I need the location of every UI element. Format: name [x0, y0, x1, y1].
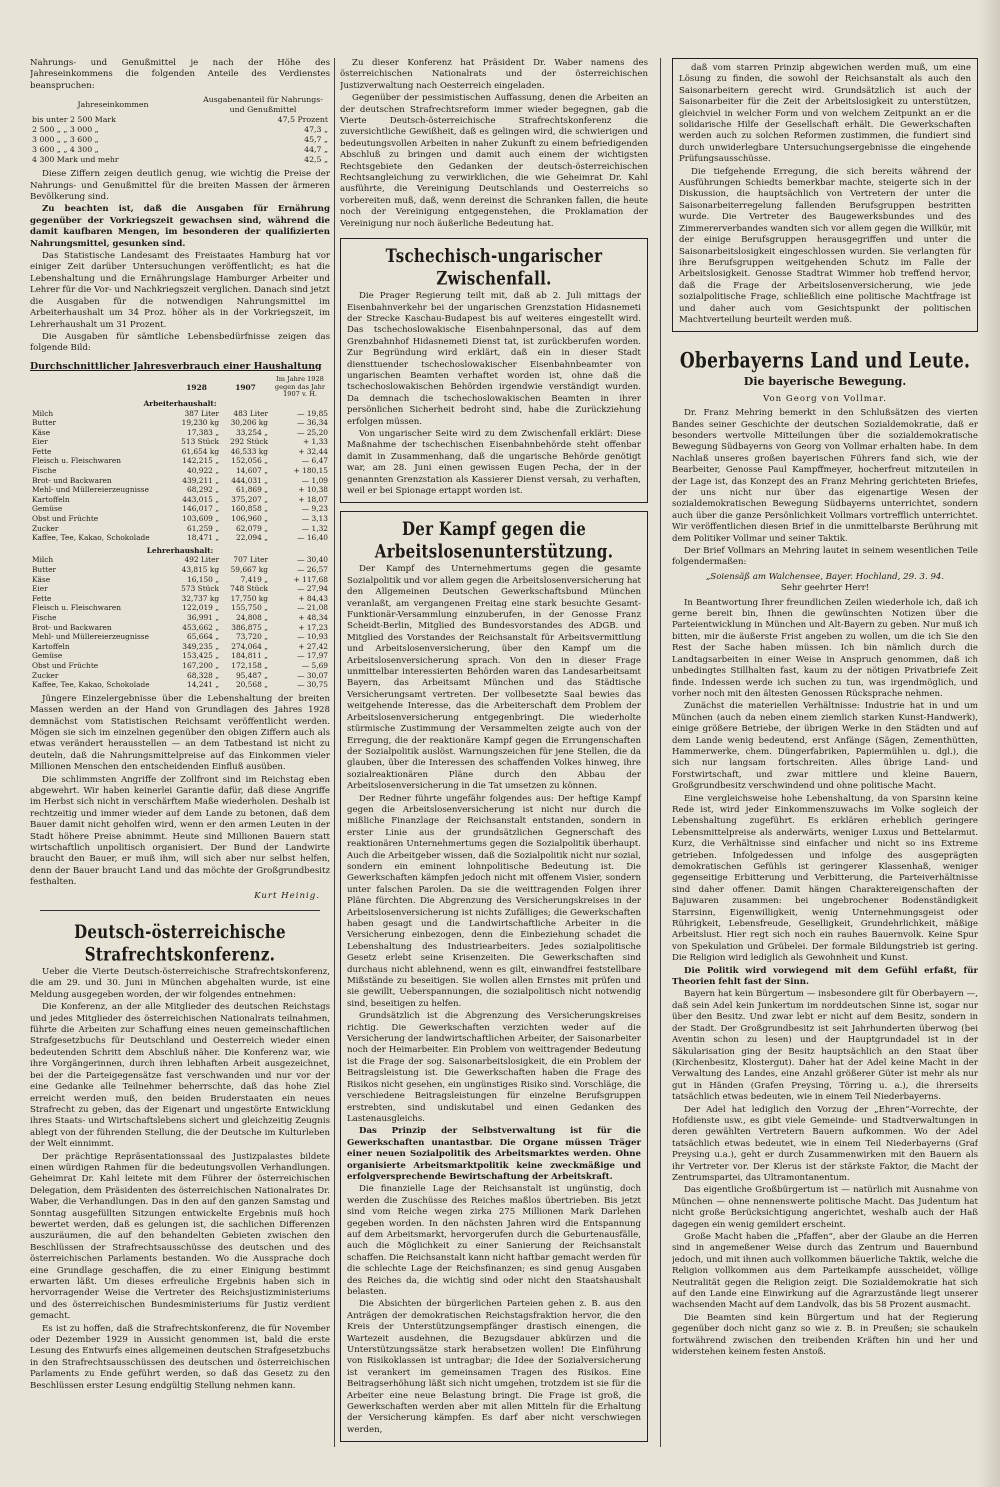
- paragraph: daß vom starren Prinzip abgewichen werden muß, um eine Lösung zu finden, die sowohl der Reichsanstalt als auch den Saisonarbeitern gerecht wird. Grundsätzlich ist auch der Saisonarbeiter für die Zeit der Arbeitslosigkeit zu unterstützen, gleichviel in welcher Form und von welchem Zeitpunkt an er die solidarische Hilfe der Gesellschaft erhält. Die Gewerkschaften werden auch zu solchen Reformen zustimmen, die fundiert sind durch unwiderlegbare Untersuchungsergebnisse die eingehende Prüfungsausschüsse.: [679, 63, 971, 165]
- table-cell: Eier: [32, 584, 48, 594]
- year-header: 1928: [186, 382, 207, 392]
- table-cell: 42,5 „: [304, 155, 328, 165]
- table-cell: Käse: [32, 427, 51, 437]
- table-cell: 152,056 „: [231, 456, 268, 466]
- column-1: [30, 58, 330, 1447]
- table-cell: Gemüse: [32, 651, 63, 661]
- table-cell: 44,7 „: [304, 145, 328, 155]
- table-row: [30, 145, 330, 155]
- paragraph: Bayern hat kein Bürgertum — insbesondere gilt für Oberbayern —, daß sein Adel kein Junkertum im norddeutschen Sinne ist, sogar nur über den Besitz. Und zwar lebt er nicht auf dem Besitz, sondern in der Stadt. Der Großgrundbesitz ist seit Jahrhunderten überwog (bei Aventin schon zu lesen) und der Hauptgrundadel ist in der Säkularisation ging der Besitz hauptsächlich an den Staat über (Kirchenbesitz, Klostergut). Daher hat der Adel keine Macht in der Verwaltung des Landes, eine Anzahl größerer Güter ist mehr als nur gut in Händen (Grafen Preysing, Törring u. a.), die ihrerseits tatsächlich etwas bedeuten, wie in einem Teil Niederbayerns.: [672, 989, 978, 1103]
- table-cell: 153,425 „: [182, 651, 220, 661]
- author: Kurt Heinig.: [254, 890, 320, 901]
- table-cell: Zucker: [32, 523, 59, 533]
- table-cell: 3 600 „ „ 4 300 „: [32, 145, 99, 155]
- article-box: [340, 238, 648, 503]
- paragraph: Die finanzielle Lage der Reichsanstalt ist ungünstig, doch werden die Zuschüsse des Reiches maßlos übertrieben. Bis jetzt sind vom Reiche wegen zirka 275 Millionen Mark Darlehen gegeben worden. In den nächsten Jahren wird die Entspannung auf dem Arbeitsmarkt, hervorgerufen durch die Geburtenausfälle, auch die Möglichkeit zu einer Sanierung der Reichsanstalt schaffen. Die Reichsanstalt kann nicht haftbar gemacht werden für die schlechte Lage der Reichsfinanzen; es sind genug Ausgaben des Reiches da, die wichtig sind oder nicht den Staatshaushalt belasten.: [347, 1184, 641, 1297]
- paragraph: Das eigentliche Großbürgertum ist — natürlich mit Ausnahme von München — ohne nennenswerte politische Macht. Das Judentum hat nicht große Berücksichtigung angerichtet, weshalb auch der Haß dagegen ein wenig gemildert erscheint.: [672, 1185, 978, 1230]
- table-cell: 24,808 „: [235, 612, 268, 622]
- table-row: [30, 135, 330, 145]
- table-cell: — 19,85: [297, 408, 328, 418]
- paragraph: Nahrungs- und Genußmittel je nach der Höhe des Jahreseinkommens die folgenden Anteile des Verdienstes beanspruchen:: [30, 58, 330, 91]
- table-row: [30, 125, 330, 135]
- dateline: „Soiensäß am Walchensee, Bayer. Hochland, 29. 3. 94.: [705, 571, 945, 582]
- table-cell: Käse: [32, 574, 51, 584]
- column-3: [672, 58, 978, 1447]
- table-cell: 492 Liter: [184, 555, 220, 565]
- paragraph: Die Ausgaben für sämtliche Lebensbedürfnisse zeigen das folgende Bild:: [30, 331, 330, 354]
- table-cell: 17,383 „: [187, 427, 220, 437]
- table-cell: Obst und Früchte: [32, 660, 99, 670]
- table-row: [30, 575, 330, 585]
- table-cell: Brot- und Backwaren: [32, 622, 112, 632]
- table-cell: — 1,09: [301, 475, 328, 485]
- table-cell: 16,150 „: [187, 574, 220, 584]
- article-box: [672, 58, 978, 332]
- table-row: [30, 603, 330, 613]
- table-row: [30, 418, 330, 428]
- table-cell: 68,328 „: [187, 670, 220, 680]
- subheadline: Die bayerische Bewegung.: [743, 375, 907, 389]
- table-cell: 146,017 „: [182, 504, 220, 514]
- table-cell: — 5,69: [301, 660, 328, 670]
- table-cell: Fette: [32, 446, 52, 456]
- table-cell: 68,292 „: [187, 485, 220, 495]
- table-cell: Milch: [32, 408, 54, 418]
- table-cell: + 84,43: [298, 593, 328, 603]
- salutation: Sehr geehrter Herr!: [780, 583, 870, 594]
- paragraph: Grundsätzlich ist die Abgrenzung des Versicherungskreises richtig. Die Gewerkschaften verzichten weder auf die Versicherung der landwirtschaftlichen Arbeiter, der Saisonarbeiter noch der Heimarbeiter. Ein Problem von weittragender Bedeutung ist die Frage der sog. Saisonarbeitslosigkeit, die ein Problem der Beitragsleistung ist. Die Gewerkschaften haben die Frage des Risikos nicht gesehen, ein ungünstiges Risiko sind. Vorschläge, die verschiedene Beitragsleistungen für einzelne Berufsgruppen erstrebten, sind undiskutabel und einen Gedanken des Lastenausgleichs.: [347, 1011, 641, 1124]
- table-cell: + 32,44: [298, 446, 328, 456]
- table-row: [30, 661, 330, 671]
- table-cell: 40,922 „: [187, 466, 220, 476]
- paragraph: Jüngere Einzelergebnisse über die Lebenshaltung der breiten Massen werden an der Hand von Grundlagen des Jahres 1928 demnächst vom Statistischen Reichsamt veröffentlicht werden. Mögen sie sich im einzelnen gegenüber den obigen Ziffern auch als etwas verändert herausstellen — an dem Tatbestand ist nicht zu deuteln, daß die Nahrungsmittelpreise auf das Einkommen vieler Millionen Menschen den entscheidenden Einfluß ausüben.: [30, 693, 330, 773]
- table-cell: Mehl- und Müllereierzeugnisse: [32, 632, 149, 642]
- table-cell: 387 Liter: [184, 408, 220, 418]
- table-cell: 142,215 „: [182, 456, 220, 466]
- table-cell: 33,254 „: [235, 427, 268, 437]
- table-cell: + 10,38: [298, 485, 328, 495]
- change-header: Im Jahre 1928 gegen das Jahr 1907 v. H.: [274, 375, 326, 399]
- table-cell: 155,750 „: [231, 603, 268, 613]
- table-header: Jahreseinkommen: [77, 100, 149, 110]
- table-cell: 32,737 kg: [181, 593, 220, 603]
- table-cell: 444,031 „: [231, 475, 268, 485]
- paragraph: Gegenüber der pessimistischen Auffassung, denen die Arbeiten an der deutschen Strafrechtsreform immer wieder begegnen, gab die Vierte Deutsch-österreichische Strafrechtskonferenz die zuversichtliche Gewißheit, daß es gelingen wird, die schwierigen und bedeutungsvollen Arbeiten in naher Zukunft zu einem befriedigenden Abschluß zu bringen und damit auch einem der wichtigsten Rechtsgebiete den Gedanken der deutsch-österreichischen Rechtsangleichung zu verwirklichen, die wie Geheimrat Dr. Kahl ausführte, die Vereinigung Deutschlands und Oesterreichs so vorbereiten muß, daß, wenn dereinst die Schranken fallen, die heute noch der Vereinigung entgegenstehen, die Proklamation der Vereinigung nur noch äußerliche Bedeutung hat.: [340, 93, 648, 229]
- table-cell: — 9,23: [301, 504, 328, 514]
- paragraph: Ueber die Vierte Deutsch-österreichische Strafrechtskonferenz, die am 29. und 30. Juni in München abgehalten wurde, ist eine Meldung ausgegeben worden, der wir folgendes entnehmen:: [30, 967, 330, 1000]
- paragraph: Zunächst die materiellen Verhältnisse: Industrie hat in und um München (auch da neben einem ziemlich starken Kunst-Handwerk), einige größere Betriebe, der übrigen Werke in den Städten und auf dem Lande wenig bedeutend, erst Anfänge (Sägen, Zementhütten, Hammerwerke, chem. Düngerfabriken, Papiermühlen u. dgl.), die sich nur langsam fortschreiten. Alles übrige Land- und Forstwirtschaft, und zwar mittlere und kleine Bauern, Großgrundbesitz verschwindend und ohne politische Macht.: [672, 701, 978, 792]
- table-cell: — 6,47: [301, 456, 328, 466]
- table-subtitle: Lehrerhaushalt:: [146, 545, 214, 555]
- table-cell: bis unter 2 500 Mark: [32, 115, 116, 125]
- byline: Von Georg von Vollmar.: [763, 393, 887, 404]
- table-cell: + 27,42: [298, 641, 328, 651]
- table-row: [30, 485, 330, 495]
- table-cell: 748 Stück: [230, 584, 268, 594]
- table-cell: 73,720 „: [235, 632, 268, 642]
- paragraph: Die schlimmsten Angriffe der Zollfront sind im Reichstag eben abgewehrt. Wir haben keinerlei Garantie dafür, daß diese Angriffe im Herbst sich nicht in verschärftem Maße wiederholen. Deshalb ist rechtzeitig und immer wieder auf dem Lande zu betonen, daß dem Bauer damit nicht geholfen wird, wenn er den armen Leuten in der Stadt höhere Preise abnimmt. Heute sind Millionen Bauern statt wirtschaftlich unpolitisch organisiert. Der Bund der Landwirte braucht den Bauer, er muß ihm, will sich aber nur selbst helfen, denn der Bauer braucht Land und das möchte der Großgrundbesitz festhalten.: [30, 774, 330, 888]
- table-cell: Fleisch u. Fleischwaren: [32, 603, 122, 613]
- income-share-table: [30, 95, 330, 165]
- table-cell: Kartoffeln: [32, 494, 70, 504]
- table-cell: 513 Stück: [181, 437, 220, 447]
- table-cell: 160,858 „: [231, 504, 268, 514]
- table-row: [30, 476, 330, 486]
- table-cell: 61,869 „: [235, 485, 268, 495]
- column-rule-2: [660, 58, 661, 1447]
- paragraph: In Beantwortung Ihrer freundlichen Zeilen wiederhole ich, daß ich gerne bereit bin, Ihnen die gewünschten Notizen über die Parteientwicklung in München und Alt-Bayern zu geben. Nur muß ich bitten, mir die äußerste Frist angeben zu wollen, um die ich Sie den Rest der Sache haben müssen. Ich bin nämlich durch die Landtagsarbeiten in einer Weise in Anspruch genommen, daß ich unbedingtes Stillhalten fast, kaum zu der nötigen Privatbriefe Zeit finde. Indessen werde ich suchen zu tun, was irgendmöglich, und vorher noch mit den ältesten Genossen Rücksprache nehmen.: [672, 597, 978, 699]
- table-cell: Brot- und Backwaren: [32, 475, 112, 485]
- table-cell: Zucker: [32, 670, 59, 680]
- table-cell: Mehl- und Müllereierzeugnisse: [32, 485, 149, 495]
- headline: Tschechisch-ungarischer Zwischenfall.: [385, 244, 603, 290]
- table-cell: Butter: [32, 565, 57, 574]
- table-row: [30, 115, 330, 125]
- table-cell: — 1,32: [301, 523, 328, 533]
- page-edge: [978, 0, 1000, 1487]
- table-cell: Gemüse: [32, 504, 63, 514]
- table-cell: Kartoffeln: [32, 641, 70, 651]
- table-row: [30, 495, 330, 505]
- paragraph: Der Adel hat lediglich den Vorzug der „Ehren“-Vorrechte, der Hofdienste usw., es gibt viele Gemeinde- und Stadtverwaltungen in deren gewählten Vertretern Bauern aufkommen. Wo der Adel tatsächlich etwas bedeutet, wie in einem Teil Niederbayerns (Graf Preysing u.a.), geht er durch Zusammenwirken mit den Bauern als ihr Vertreter vor. Der Klerus ist der stärkste Faktor, die Macht der Zentrumspartei, das Ultramontanentum.: [672, 1104, 978, 1183]
- table-row: [30, 613, 330, 623]
- table-row: [30, 642, 330, 652]
- paragraph: Diese Ziffern zeigen deutlich genug, wie wichtig die Preise der Nahrungs- und Genußmittel für die breiten Massen der ärmeren Bevölkerung sind.: [30, 169, 330, 203]
- table-cell: 19,230 kg: [181, 418, 220, 428]
- paragraph: Der Redner führte ungefähr folgendes aus: Der heftige Kampf gegen die Arbeitslosenversicherung ist nicht nur durch die mißliche Finanzlage der Reichsanstalt entstanden, sondern in erster Linie aus der grundsätzlichen Gegnerschaft des reaktionären Unternehmertums gegen die Sozialpolitik überhaupt. Auch die Arbeitgeber wissen, daß die Sozialpolitik nicht nur sozial, sondern ein eminent lohnpolitische Bedeutung ist. Die Gewerkschaften kämpfen jedoch nicht mit offenem Visier, sondern unter falschen Parolen. Da sie die weittragenden Folgen ihrer Pläne fürchten. Die Abgrenzung des Versicherungskreises in der Arbeitslosenversicherung ist nichts Zufälliges; die Gewerkschaften haben gesagt und die Landwirtschaftliche Arbeiter in die Versicherung einbezogen, denn die Einbeziehung schadet die Lebenshaltung des Industriearbeiters. Jedes sozialpolitische Gesetz erlebt seine Krisenzeiten. Die Gewerkschaften sind durchaus nicht ablehnend, wenn es gilt, einwandfrei feststellbare Mißstände zu beseitigen. Sie wollen allen Ernstes mit prüfen und sie gewillt, Ueberspannungen, die sozialpolitisch nicht notwendig sind, beseitigen zu helfen.: [347, 793, 641, 1009]
- table-cell: 46,533 kg: [230, 446, 268, 456]
- paragraph: Zu dieser Konferenz hat Präsident Dr. Waber namens des österreichischen Nationalrats und der österreichischen Justizverwaltung nach Oesterreich eingeladen.: [340, 58, 648, 91]
- table-cell: 375,207 „: [231, 494, 268, 504]
- table-cell: — 36,34: [297, 418, 328, 428]
- table-cell: 7,419 „: [240, 574, 268, 584]
- table-cell: 18,471 „: [187, 533, 220, 543]
- paragraph: Die Konferenz, an der alle Mitglieder des deutschen Reichstags und jedes Mitglieder des österreichischen Nationalrats teilnahmen, führte die Arbeiten zur Schaffung eines neuen gemeinschaftlichen Strafgesetzbuchs für Deutschland und Oesterreich wieder einen bedeutenden Schritt dem Abschluß näher. Die Konferenz war, wie ihre Vorgängerinnen, durch ihren lebhaften Arbeit ausgezeichnet, bei der die Parteigegensätze fast verschwanden und nur vor der eine Gedanke alle Teilnehmer beherrschte, daß das hohe Ziel erreicht werden muß, den beiden Bruderstaaten ein neues Strafrecht zu geben, das der Eigenart und ungestörte Entwicklung ihres Staats- und Wirtschaftslebens sichert und gleichzeitig Zeugnis ablegt von der führenden Stellung, die der Deutsche im Kulturleben der Welt einnimmt.: [30, 1002, 330, 1150]
- table-row: [30, 632, 330, 642]
- headline: Der Kampf gegen die Arbeitslosenunterstützung.: [374, 517, 614, 563]
- table-cell: — 25,20: [297, 427, 328, 437]
- article-box: [340, 511, 648, 1442]
- table-cell: 20,568 „: [235, 680, 268, 690]
- table-cell: 122,019 „: [182, 603, 220, 613]
- table-cell: 349,235 „: [182, 641, 220, 651]
- table-cell: Kaffee, Tee, Kakao, Schokolade: [32, 533, 150, 543]
- paragraph: Die Politik wird vorwiegend mit dem Gefühl erfaßt, für Theorien fehlt fast der Sinn.: [672, 965, 978, 988]
- paragraph: Es ist zu hoffen, daß die Strafrechtskonferenz, die für November oder Dezember 1929 in Aussicht genommen ist, bald die erste Lesung des Entwurfs eines allgemeinen deutschen Strafgesetzbuchs in den Strafrechtsausschüssen des deutschen und österreichischen Parlaments zu Ende geführt werden, so daß das Gesetz zu den Beschlüssen erster Lesung endgültig Stellung nehmen kann.: [30, 1323, 330, 1391]
- table-cell: 61,654 kg: [181, 446, 220, 456]
- table-cell: + 1,33: [303, 437, 328, 447]
- table-cell: — 26,57: [297, 565, 328, 574]
- table-row: [30, 524, 330, 534]
- table-cell: — 30,07: [297, 670, 328, 680]
- table-row: [30, 565, 330, 575]
- table-cell: 59,667 kg: [230, 565, 268, 574]
- table-cell: 386,875 „: [231, 622, 268, 632]
- column-rule-1: [334, 58, 335, 1447]
- table-cell: 30,206 kg: [230, 418, 268, 428]
- column-2: [340, 58, 648, 1447]
- table-cell: — 3,13: [301, 514, 328, 524]
- table-cell: 4 300 Mark und mehr: [32, 155, 119, 165]
- table-cell: + 17,23: [298, 622, 328, 632]
- table-row: [30, 155, 330, 165]
- table-cell: — 21,08: [297, 603, 328, 613]
- table-cell: 2 500 „ „ 3 000 „: [32, 125, 99, 135]
- table-row: [30, 447, 330, 457]
- table-cell: 43,815 kg: [181, 565, 220, 574]
- table-cell: 95,487 „: [235, 670, 268, 680]
- paragraph: Die Absichten der bürgerlichen Parteien gehen z. B. aus den Anträgen der demokratischen Reichstagsfraktion hervor, die den Kreis der Unterstützungsempfänger drastisch einengen, die Wartezeit ausdehnen, die Bezugsdauer abkürzen und die Unterstützungssätze stark herabsetzen wollen! Die Einführung von Risikoklassen ist untragbar; die Idee der Sozialversicherung ist verankert im gemeinsamen Tragen des Risikos. Eine Beitragserhöhung läßt sich nicht umgehen, trotzdem ist sie für die Arbeiter eine neue Belastung bringt. Die Frage ist groß, die Gewerkschaften werden aber mit allen Mitteln für die Erhaltung der Versicherung kämpfen. Es darf aber nicht verschwiegen werden,: [347, 1299, 641, 1435]
- table-row: [30, 594, 330, 604]
- table-cell: 14,607 „: [235, 466, 268, 476]
- table-cell: — 27,94: [297, 584, 328, 594]
- table-cell: Fische: [32, 612, 57, 622]
- table-cell: + 48,34: [298, 612, 328, 622]
- table-cell: Fische: [32, 466, 57, 476]
- paragraph: Das Statistische Landesamt des Freistaates Hamburg hat vor einiger Zeit darüber Untersuchungen veröffentlicht; es hat die Lebenshaltung und die Ernährungslage Hamburger Arbeiter und Lehrer für die Vor- und Nachkriegszeit verglichen. Danach sind jetzt die Ausgaben für die notwendigen Nahrungsmittel im Arbeiterhaushalt um 34 Proz. höher als in der Vorkriegszeit, im Lehrerhaushalt um 31 Prozent.: [30, 251, 330, 330]
- table-cell: 47,5 Prozent: [277, 115, 328, 125]
- table-cell: — 10,93: [297, 632, 328, 642]
- table-subtitle: Arbeiterhaushalt:: [143, 398, 217, 408]
- table-cell: — 16,40: [297, 533, 328, 543]
- headline: Oberbayerns Land und Leute.: [679, 348, 971, 374]
- table-cell: 172,158 „: [231, 660, 268, 670]
- year-header: 1907: [235, 382, 256, 392]
- table-cell: Butter: [32, 418, 57, 428]
- paragraph: Zu beachten ist, daß die Ausgaben für Ernährung gegenüber der Vorkriegszeit gewachsen sind, während die damit kaufbaren Mengen, im besonderen der qualifizierten Nahrungsmittel, gesunken sind.: [30, 204, 330, 249]
- table-cell: 61,259 „: [187, 523, 220, 533]
- table-cell: + 18,07: [298, 494, 328, 504]
- table-cell: Milch: [32, 555, 54, 565]
- paragraph: Der Brief Vollmars an Mehring lautet in seinem wesentlichen Teile folgendermaßen:: [672, 546, 978, 568]
- table-cell: Eier: [32, 437, 48, 447]
- table-cell: 573 Stück: [181, 584, 220, 594]
- paragraph: Von ungarischer Seite wird zu dem Zwischenfall erklärt: Diese Maßnahme der tschechischen Eisenbahnbehörde steht offenbar damit in Zusammenhang, daß die ungarische Behörde genötigt war, am 28. Juni einen gewissen Eugen Pecha, der in der genannten Grenzstation als Kassierer Dienst versah, zu verhaften, weil er bei Spionage ertappt worden ist.: [347, 428, 641, 496]
- table-cell: 453,662 „: [182, 622, 220, 632]
- table-cell: 439,211 „: [182, 475, 220, 485]
- table-cell: 707 Liter: [233, 555, 268, 565]
- table-row: [30, 466, 330, 476]
- table-row: [30, 671, 330, 681]
- table-cell: 184,811 „: [231, 651, 268, 661]
- table-cell: 65,664 „: [187, 632, 220, 642]
- table-row: [30, 623, 330, 633]
- table-row: [30, 437, 330, 447]
- paragraph: Eine vergleichsweise hohe Lebenshaltung, da von Sparsinn keine Rede ist, wird jeder Einkommenszuwachs im Volke sogleich der Lebenshaltung zugeführt. Es erklären erheblich geringere Lebensmittelpreise als anderwärts, weniger Luxus und Bettelarmut. Kurz, die Verhältnisse sind einfacher und nicht so ins Extreme getrieben. Infolgedessen und infolge des ausgeprägten demokratischen Gefühls ist geringerer Klassenhaß, weniger gegenseitige Erbitterung und Verbitterung, die Parteiverhältnisse sind daher offener. Damit hängen Charaktereigenschaften der Bajuwaren zusammen: bei ungebrochener Bodenständigkeit Starrsinn, Eigenwilligkeit, wenig Unternehmungsgeist oder Rührigkeit, Lebensfreude, Geselligkeit, Grundehrlichkeit, mäßige Arbeitslust. Hier regt sich noch ein rauhes Bauernvolk. Keine Spur von Spekulation und Grübelei. Der formale Bildungstrieb ist gering. Die Religion wird lediglich als Gewohnheit und Kunst.: [672, 793, 978, 964]
- table-cell: 47,3 „: [304, 125, 328, 135]
- table-cell: 167,200 „: [182, 660, 220, 670]
- table-row: [30, 533, 330, 543]
- table-row: [30, 680, 330, 690]
- paragraph: Die Prager Regierung teilt mit, daß ab 2. Juli mittags der Eisenbahnverkehr bei der ungarischen Grenzstation Hidasnemeti der Strecke Kaschau-Budapest bis auf weiteres eingestellt wird. Das tschechoslowakische Eisenbahnpersonal, das auf dem Grenzbahnhof Hidasnemeti Dienst tat, ist zurückberufen worden. Zur Begründung wird erklärt, daß ein in dieser Stadt diensttuender tschechoslowakischer Eisenbahnbeamter von ungarischen Beamten verhaftet worden ist, ohne daß die tschechoslowakischen Behörden irgendwie verständigt wurden. Da demnach die tschechoslowakischen Beamten in ihrer persönlichen Sicherheit bedroht sind, habe die Zurückziehung erfolgen müssen.: [347, 291, 641, 427]
- table-cell: 443,015 „: [182, 494, 220, 504]
- paragraph: Das Prinzip der Selbstverwaltung ist für die Gewerkschaften unantastbar. Die Organe müssen Träger einer neuen Sozialpolitik des Arbeitsmarktes werden. Ohne organisierte Arbeitsmarktpolitik keine zweckmäßige und erfolgversprechende Bewirtschaftung der Arbeitskraft.: [347, 1126, 641, 1182]
- table-cell: 17,750 kg: [230, 593, 268, 603]
- table-cell: 106,960 „: [231, 514, 268, 524]
- table-title: Durchschnittlicher Jahresverbrauch einer Haushaltung: [30, 360, 322, 372]
- table-cell: Fette: [32, 593, 52, 603]
- table-row: [30, 651, 330, 661]
- table-cell: Obst und Früchte: [32, 514, 99, 524]
- table-cell: 22,094 „: [235, 533, 268, 543]
- table-cell: — 17,97: [297, 651, 328, 661]
- table-cell: — 30,75: [297, 680, 328, 690]
- table-cell: 45,7 „: [304, 135, 328, 145]
- table-cell: 274,064 „: [231, 641, 268, 651]
- table-cell: — 30,40: [297, 555, 328, 565]
- table-cell: 483 Liter: [233, 408, 268, 418]
- table-cell: 36,991 „: [187, 612, 220, 622]
- table-cell: + 117,68: [293, 574, 328, 584]
- table-cell: 3 000 „ „ 3 600 „: [32, 135, 99, 145]
- table-row: [30, 428, 330, 438]
- table-row: [30, 456, 330, 466]
- table-cell: + 180,15: [293, 466, 328, 476]
- table-row: [30, 555, 330, 565]
- table-row: [30, 514, 330, 524]
- paragraph: Dr. Franz Mehring bemerkt in den Schlußsätzen des vierten Bandes seiner Geschichte der deutschen Sozialdemokratie, daß er besonders wertvolle Mitteilungen über die sozialdemokratische Bewegung Südbayerns von Georg von Vollmar erhalten habe. In dem Nachlaß unseres großen bayerischen Führers fand sich, wie der Bearbeiter, Genosse Paul Kampffmeyer, hocherfreut mitzuteilen in der Lage ist, das Konzept des an Franz Mehring gerichteten Briefes, der uns nicht nur über das eigenartige Wesen der sozialdemokratischen Bewegung Südbayerns unterrichtet, sondern auch über die ganze Persönlichkeit Vollmars vortrefflich unterrichtet. Wir veröffentlichen diesen Brief in die unmittelbarste Berührung mit dem Politiker Vollmar und seiner Taktik.: [672, 408, 978, 544]
- table-row: [30, 409, 330, 419]
- table-cell: 103,609 „: [182, 514, 220, 524]
- table-cell: Fleisch u. Fleischwaren: [32, 456, 122, 466]
- paragraph: Große Macht haben die „Pfaffen“, aber der Glaube an die Herren sind in angemeßener Weise durch das Zentrum und Bauernbund jedoch, und mit ihnen auch vollkommen bäuerliche Taktik, welche die Religion vollkommen aus dem Parteikampfe ausscheidet, völlige Neutralität gegen die Religion zeigt. Die Sozialdemokratie hat sich auf den Lande eine Einwirkung auf die Agrarzustände liegt unserer wachsenden Macht auf dem Landvolk, das bis 58 Prozent ausmacht.: [672, 1232, 978, 1311]
- consumption-table: [30, 376, 330, 690]
- table-row: [30, 584, 330, 594]
- paragraph: Die Beamten sind kein Bürgertum und hat der Regierung gegenüber doch nicht ganz so wie z. B. in Preußen; sie schaukeln fortwährend zwischen den treibenden Kräften hin und her und widerstehen keinem festen Anstoß.: [672, 1312, 978, 1358]
- table-cell: 292 Stück: [230, 437, 268, 447]
- paragraph: Der prächtige Repräsentationssaal des Justizpalastes bildete einen würdigen Rahmen für die bedeutungsvollen Verhandlungen. Geheimrat Dr. Kahl leitete mit dem Führer der österreichischen Delegation, dem Präsidenten des österreichischen Nationalrates Dr. Waber, die Verhandlungen. Das in den auf den ganzen Samstag und Sonntag ausgefüllten Sitzungen entwickelte Ergebnis muß hoch bewertet werden, daß es gelungen ist, die sachlichen Differenzen auszuräumen, die auf den behandelten Gebieten zwischen den Beschlüssen der Strafrechtsausschüsse des deutschen und des österreichischen Parlaments bestanden. Wo die Aussprache doch eine Grundlage geschaffen, die zu einer Einigung bestimmt erwarten läßt. Um dieses erfreuliche Ergebnis haben sich in hervorragender Weise die Vertreter des Reichsjustizministeriums und des österreichischen Bundesministeriums für Justiz verdient gemacht.: [30, 1151, 330, 1322]
- table-cell: 62,079 „: [235, 523, 268, 533]
- paragraph: Die tiefgehende Erregung, die sich bereits während der Ausführungen Schiedts bemerkbar machte, steigerte sich in der Diskussion, die hauptsächlich von Vertretern der unter die Saisonarbeiterregelung fallenden Berufsgruppen bestritten wurde. Die Vertreter des Baugewerksbundes und des Zimmererverbandes wandten sich vor allem gegen die Willkür, mit der einige Berufsgruppen herausgegriffen und unter die Saisonarbeitslosigkeit eingeschlossen wurden. Sie verlangten für ihre Berufsgruppen weitgehenden Schutz im Falle der Arbeitslosigkeit. Genosse Stadtrat Wimmer hob treffend hervor, daß die Frage der Arbeitslosenversicherung, wie jede sozialpolitische Frage, schließlich eine politische Machtfrage ist und daher auch vom Gesichtspunkt der politischen Machtverteilung beurteilt werden muß.: [679, 166, 971, 325]
- table-header: Ausgabenanteil für Nahrungs- und Genußmittel: [203, 95, 323, 115]
- table-cell: Kaffee, Tee, Kakao, Schokolade: [32, 680, 150, 690]
- divider: [40, 910, 320, 911]
- paragraph: Der Kampf des Unternehmertums gegen die gesamte Sozialpolitik und vor allem gegen die Arbeitslosenversicherung hat den Allgemeinen Deutschen Gewerkschaftsbund München veranlaßt, am vergangenen Freitag eine stark besuchte Gesamt-Funktionär-Versammlung einzuberufen, in der Genosse Franz Scheidt-Berlin, Mitglied des Bundesvorstandes des ADGB. und Mitglied des Vorstandes der Reichsanstalt für Arbeitsvermittlung und Arbeitslosenversicherung, über den Kampf um die Arbeitslosenversicherung sprach. Von den in dieser Frage unmittelbar interessierten Behörden waren das Landesarbeitsamt Bayern, das Arbeitsamt München und das Städtische Versicherungsamt vertreten. Der vollbesetzte Saal bewies das weitgehende Interesse, das die Arbeiterschaft dem Problem der Arbeitslosenversicherung entgegenbringt. Die wiederholte stürmische Zustimmung der Versammelten zeigte auch von der Erregung, die der reaktionäre Kampf gegen die Errungenschaften der Sozialpolitik auslöst. Warnungszeichen für jene Stellen, die da glauben, über die Interessen des schaffenden Volkes hinweg, ihre sozialreaktionären Pläne durch den Abbau der Arbeitslosenversicherung in die Tat umsetzen zu können.: [347, 564, 641, 792]
- table-cell: 14,241 „: [187, 680, 220, 690]
- headline: Deutsch-österreichische Strafrechtskonferenz.: [74, 920, 286, 966]
- table-row: [30, 504, 330, 514]
